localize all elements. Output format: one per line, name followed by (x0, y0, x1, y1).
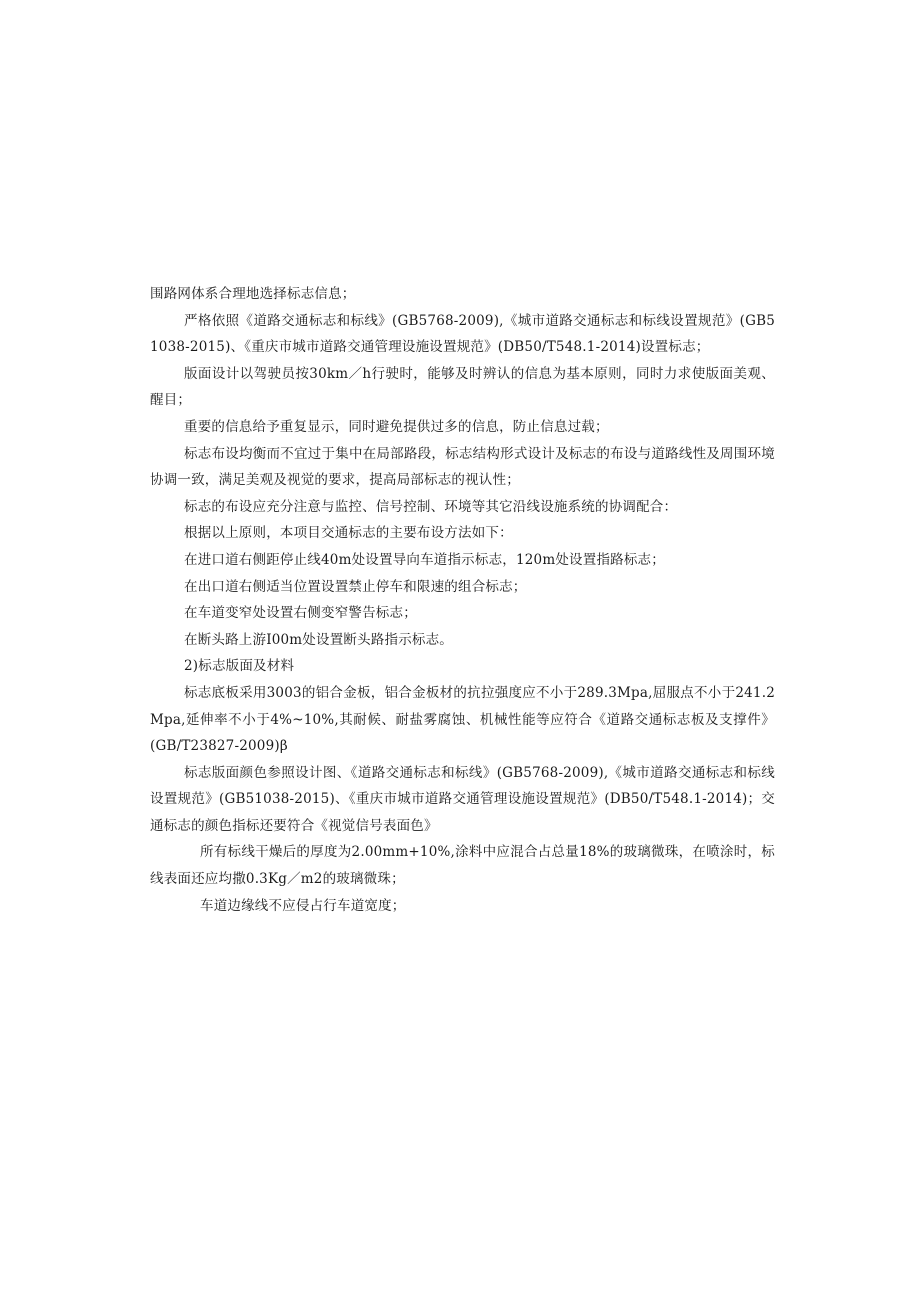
paragraph-dead-end-sign: 在断头路上游I00m处设置断头路指示标志。 (184, 631, 454, 648)
paragraph-aluminum-plate: 标志底板采用3003的铝合金板，铝合金板材的抗拉强度应不小于289.3Mpa,屈服点不小于241.2Mpa,延伸率不小于4%~10%,其耐候、耐盐雾腐蚀、机械性能等应符合《道路交通标志板及支撑件》(GB/T23827-2009)β (150, 684, 775, 755)
paragraph-entrance-signs: 在进口道右侧距停止线40m处设置导向车道指示标志，120m处设置指路标志； (184, 551, 665, 568)
paragraph-standards-compliance: 严格依照《道路交通标志和标线》(GB5768-2009),《城市道路交通标志和标线设置规范》(GB51038-2015)、《重庆市城市道路交通管理设施设置规范》(DB50/T548.1-2014)设置标志； (150, 312, 775, 356)
document-body (150, 281, 775, 919)
paragraph-road-network-info: 围路网体系合理地选择标志信息； (150, 286, 356, 302)
paragraph-sign-colors: 标志版面颜色参照设计图、《道路交通标志和标线》(GB5768-2009),《城市道路交通标志和标线设置规范》(GB51038-2015)、《重庆市城市道路交通管理设施设置规范》(DB50/T548.1-2014)；交通标志的颜色指标还要符合《视觉信号表面色》 (150, 764, 775, 834)
section-heading-sign-materials: 2)标志版面及材料 (184, 658, 295, 675)
paragraph-balanced-placement: 标志布设均衡而不宜过于集中在局部路段，标志结构形式设计及标志的布设与道路线性及周围环境协调一致，满足美观及视觉的要求，提高局部标志的视认性； (150, 445, 775, 489)
paragraph-edge-line: 车道边缘线不应侵占行车道宽度； (200, 897, 406, 914)
paragraph-narrowing-warning: 在车道变窄处设置右侧变窄警告标志； (184, 605, 417, 622)
paragraph-exit-signs: 在出口道右侧适当位置设置禁止停车和限速的组合标志； (184, 578, 527, 595)
paragraph-marking-thickness: 所有标线干燥后的厚度为2.00mm+10%,涂料中应混合占总量18%的玻璃微珠，在喷涂时，标线表面还应均撒0.3Kg／m2的玻璃微珠； (150, 844, 775, 888)
paragraph-repeat-important-info: 重要的信息给予重复显示，同时避免提供过多的信息，防止信息过载； (184, 418, 609, 435)
paragraph-layout-design-speed: 版面设计以驾驶员按30km／h行驶时，能够及时辨认的信息为基本原则，同时力求使版面美观、醒目； (150, 365, 775, 409)
paragraph-placement-methods-intro: 根据以上原则，本项目交通标志的主要布设方法如下： (184, 525, 513, 542)
paragraph-coordination: 标志的布设应充分注意与监控、信号控制、环境等其它沿线设施系统的协调配合： (184, 498, 678, 515)
